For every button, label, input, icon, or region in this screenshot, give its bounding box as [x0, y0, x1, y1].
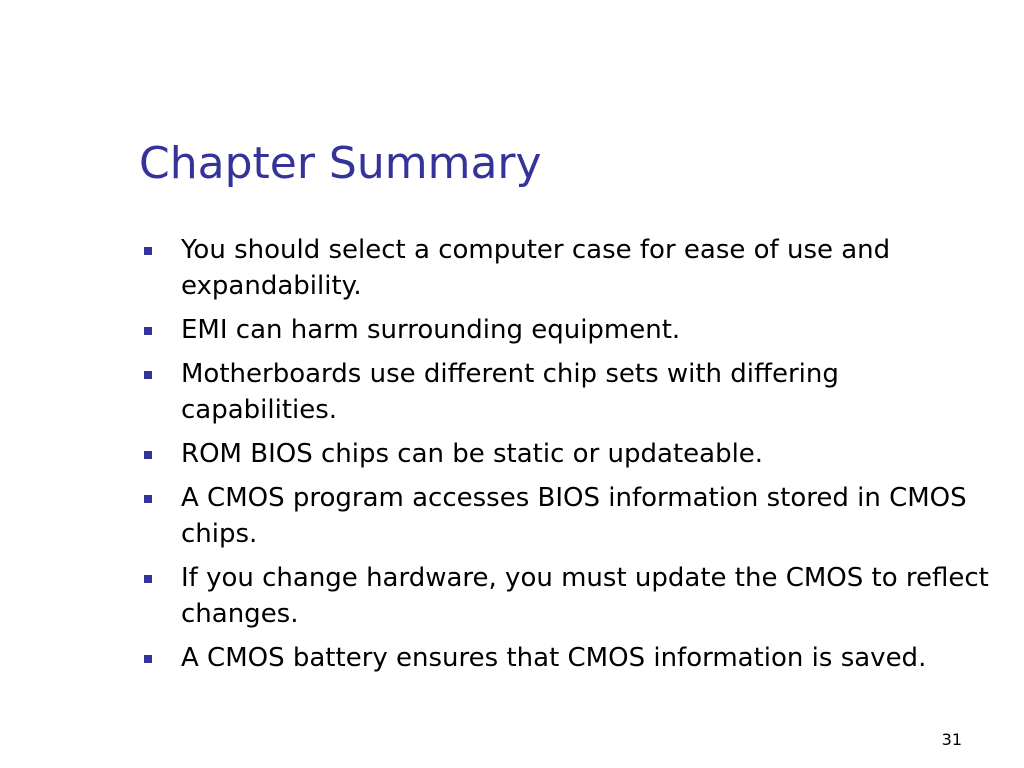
bullet-text: A CMOS battery ensures that CMOS information is saved.: [181, 643, 927, 673]
bullet-item: [143, 356, 993, 428]
square-bullet-icon: [144, 655, 152, 663]
square-bullet-icon: [144, 575, 152, 583]
bullet-item: [143, 560, 993, 632]
slide-title: Chapter Summary: [139, 138, 542, 189]
bullet-text: ROM BIOS chips can be static or updateable.: [181, 439, 764, 469]
bullet-text: If you change hardware, you must update the CMOS to reflect changes.: [181, 563, 989, 629]
bullet-text: EMI can harm surrounding equipment.: [181, 315, 681, 345]
bullet-item: [143, 232, 993, 304]
bullet-item: [143, 436, 993, 472]
bullet-text: A CMOS program accesses BIOS information stored in CMOS chips.: [181, 483, 967, 549]
square-bullet-icon: [144, 247, 152, 255]
bullet-list: [143, 232, 993, 684]
square-bullet-icon: [144, 451, 152, 459]
bullet-text: You should select a computer case for ease of use and expandability.: [181, 235, 891, 301]
bullet-text: Motherboards use different chip sets with differing capabilities.: [181, 359, 839, 425]
bullet-item: [143, 640, 993, 676]
square-bullet-icon: [144, 371, 152, 379]
bullet-item: [143, 480, 993, 552]
square-bullet-icon: [144, 495, 152, 503]
bullet-item: [143, 312, 993, 348]
square-bullet-icon: [144, 327, 152, 335]
page-number: 31: [941, 730, 962, 749]
